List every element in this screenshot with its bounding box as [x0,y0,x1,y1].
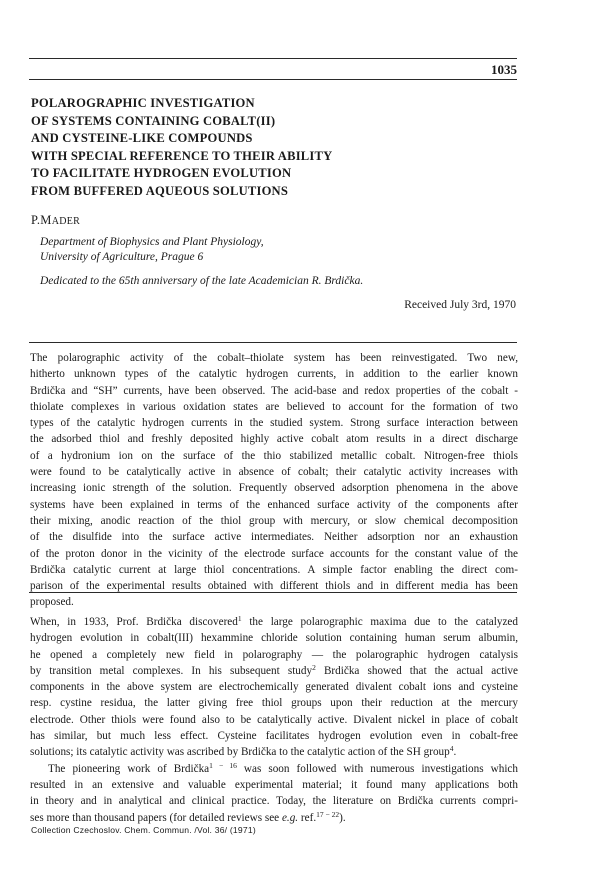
title-line: OF SYSTEMS CONTAINING COBALT(II) [31,113,276,128]
author-name [31,213,80,228]
author-initial: P.M [31,213,52,227]
journal-footer: Collection Czechoslov. Chem. Commun. /Vol. 36/ (1971) [31,825,256,835]
citation-superscript: 4 [449,744,454,754]
abstract-line: parison of the experimental results obtained with different thiols and in different media has been [30,580,518,593]
body-line: by transition metal complexes. In his subsequent study$^2$ Brdička showed that the actual active [30,662,518,677]
citation-superscript: 2 [312,662,316,672]
abstract-line: of the proton donor in the vicinity of the electrode surface accounts for the constant value of the [30,547,518,560]
body-line: The pioneering work of Brdička$^{1 - 16}$ was soon followed with numerous investigations which [48,760,518,775]
abstract-line: types of the catalytic hydrogen currents in the studied system. Strong surface interaction between [30,417,518,430]
abstract [30,350,518,611]
affiliation-line-2: University of Agriculture, Prague 6 [40,251,204,263]
citation-superscript: 1 − 16 [209,760,237,770]
article-title [31,95,511,201]
citation-superscript: 1 [237,614,242,623]
abstract-line: the adsorbed thiol and freshly deposited highly active cobalt atom results in a direct discharge [30,433,518,446]
header-rule-bottom [29,79,517,80]
author-surname-smallcaps: ADER [51,216,81,227]
abstract-rule-bottom [29,592,517,593]
affiliation-line-1: Department of Biophysics and Plant Physiology, [40,236,264,248]
body-line: components in the above system are electrochemically generated divalent cobalt ions and cysteine [30,681,518,694]
abstract-line: increasing ionic strength of the solution. Frequently observed adsorption phenomena in the above [30,482,518,495]
title-line: POLAROGRAPHIC INVESTIGATION [31,96,255,110]
body-line: in theory and in analytical and clinical practice. Today, the literature on Brdička currents compri- [30,795,518,808]
title-line: FROM BUFFERED AQUEOUS SOLUTIONS [31,183,289,198]
body-text [30,614,518,826]
abstract-line: their mixing, anodic reaction of the thiol group with mercury, or slow chemical decomposition [30,514,518,527]
header-rule-top [29,58,517,59]
abstract-line: Brdička and “SH” currents, have been observed. The acid-base and redox properties of the cobalt - [30,384,518,397]
body-line: When, in 1933, Prof. Brdička discovered$^1$ the large polarographic maxima due to the catalyzed [30,614,518,628]
abstract-line: of the disulfide into the surface active intermediates. Neither adsorption nor an exhaustion [30,531,518,544]
abstract-line: The polarographic activity of the cobalt–thiolate system has been reinvestigated. Two new, [30,352,518,364]
body-line: resp. cystine residua, the latter giving free thiol groups upon their reduction at the mercury [30,697,518,710]
abstract-rule-top [29,342,517,343]
abstract-line: systems have been explained in terms of the enhanced surface activity of the components after [30,498,518,511]
body-line: ses more than thousand papers (for detailed reviews see e.g. ref.$^{17 - 22}$). [30,809,346,824]
title-line: AND CYSTEINE-LIKE COMPOUNDS [31,131,253,146]
abstract-line: proposed. [30,596,74,609]
received-date: Received July 3rd, 1970 [404,299,516,311]
title-line: WITH SPECIAL REFERENCE TO THEIR ABILITY [31,148,333,163]
abstract-line: of a hydronium ion on the surface of the thio stabilized metallic cobalt. Nitrogen-free thiols [30,449,518,462]
body-line: electrode. Other thiols were found also to be catalytically active. Divalent nickel in place of cobalt [30,713,518,726]
body-line: solutions; its catalytic activity was ascribed by Brdička to the catalytic action of the SH group$^4$. [30,744,457,759]
title-line: TO FACILITATE HYDROGEN EVOLUTION [31,166,292,181]
abstract-line: thiolate complexes in various oxidation states are believed to account for the formation of two [30,400,518,413]
body-line: resulted in an extensive and valuable experimental material; it found many applications both [30,778,518,791]
abstract-line: hitherto unknown types of the catalytic hydrogen currents, in addition to the earlier known [30,368,518,381]
citation-superscript: 17 − 22 [316,809,340,819]
body-line: has similar, but much less effect. Cysteine facilitates hydrogen evolution even in cobalt-free [30,730,518,743]
dedication: Dedicated to the 65th anniversary of the late Academician R. Brdička. [40,275,364,287]
abstract-line: were found to be catalytically active in absence of cobalt; their catalytic activity increases with [30,466,518,479]
body-line: he opened a completely new field in polarography — the polarographic hydrogen catalysis [30,648,518,661]
abstract-line: Brdička catalytic current at large thiol concentrations. A simple factor enabling the direct com- [30,563,518,576]
body-line: hydrogen evolution in cobalt(III) hexammine chloride solution containing human serum albumin, [30,632,518,645]
page-number: 1035 [491,62,517,77]
